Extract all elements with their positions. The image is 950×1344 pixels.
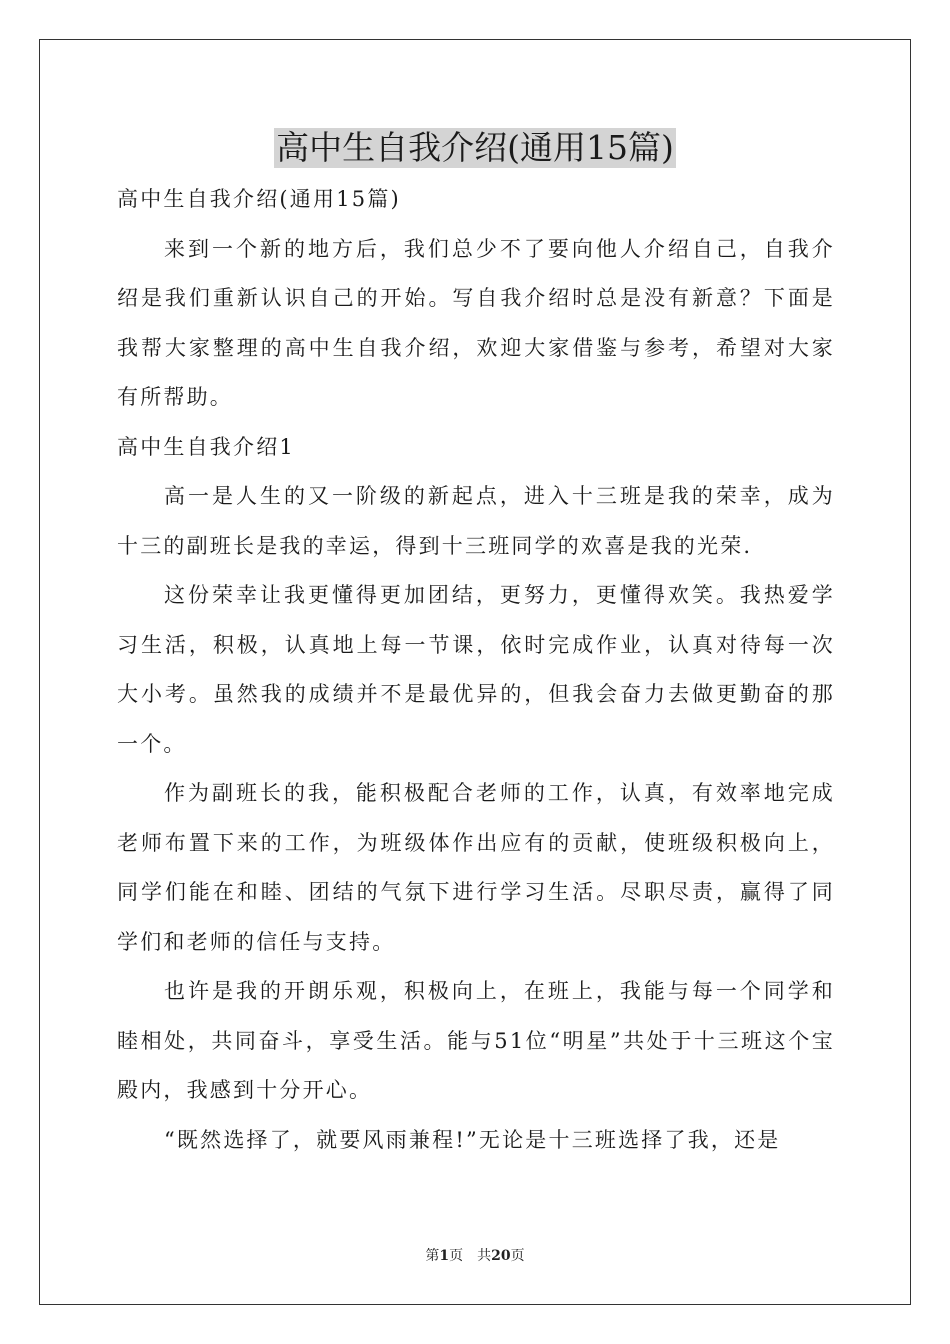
section-heading: 高中生自我介绍1 [117,434,295,459]
total-pages: 20 [491,1248,511,1264]
paragraph: 这份荣幸让我更懂得更加团结，更努力，更懂得欢笑。我热爱学习生活，积极，认真地上每一节课，依时完成作业，认真对待每一次大小考。虽然我的成绩并不是最优异的，但我会奋力去做更勤奋的那一个。 [117,583,835,756]
paragraph-intro: 来到一个新的地方后，我们总少不了要向他人介绍自己，自我介绍是我们重新认识自己的开始。写自我介绍时总是没有新意？下面是我帮大家整理的高中生自我介绍，欢迎大家借鉴与参考，希望对大家有所帮助。 [117,236,835,409]
document-body [117,175,835,1165]
paragraph: 高一是人生的又一阶级的新起点，进入十三班是我的荣幸，成为十三的副班长是我的幸运，得到十三班同学的欢喜是我的光荣. [117,484,835,558]
paragraph-subtitle: 高中生自我介绍(通用15篇) [117,187,401,211]
page-footer [0,1247,950,1265]
paragraph: 也许是我的开朗乐观，积极向上，在班上，我能与每一个同学和睦相处，共同奋斗，享受生活。能与51位“明星”共处于十三班这个宝殿内，我感到十分开心。 [117,979,835,1102]
page-prefix: 第 [425,1248,440,1264]
document-title: 高中生自我介绍(通用15篇) [276,128,674,167]
total-prefix: 共 [477,1248,492,1264]
paragraph: 作为副班长的我，能积极配合老师的工作，认真，有效率地完成老师布置下来的工作，为班级体作出应有的贡献，使班级积极向上，同学们能在和睦、团结的气氛下进行学习生活。尽职尽责，赢得了同学们和老师的信任与支持。 [117,781,835,954]
page-number: 1 [439,1248,450,1264]
total-suffix: 页 [510,1248,525,1264]
paragraph: “既然选择了，就要风雨兼程!”无论是十三班选择了我，还是 [164,1127,781,1152]
title-container [0,128,950,168]
page-suffix: 页 [449,1248,464,1264]
